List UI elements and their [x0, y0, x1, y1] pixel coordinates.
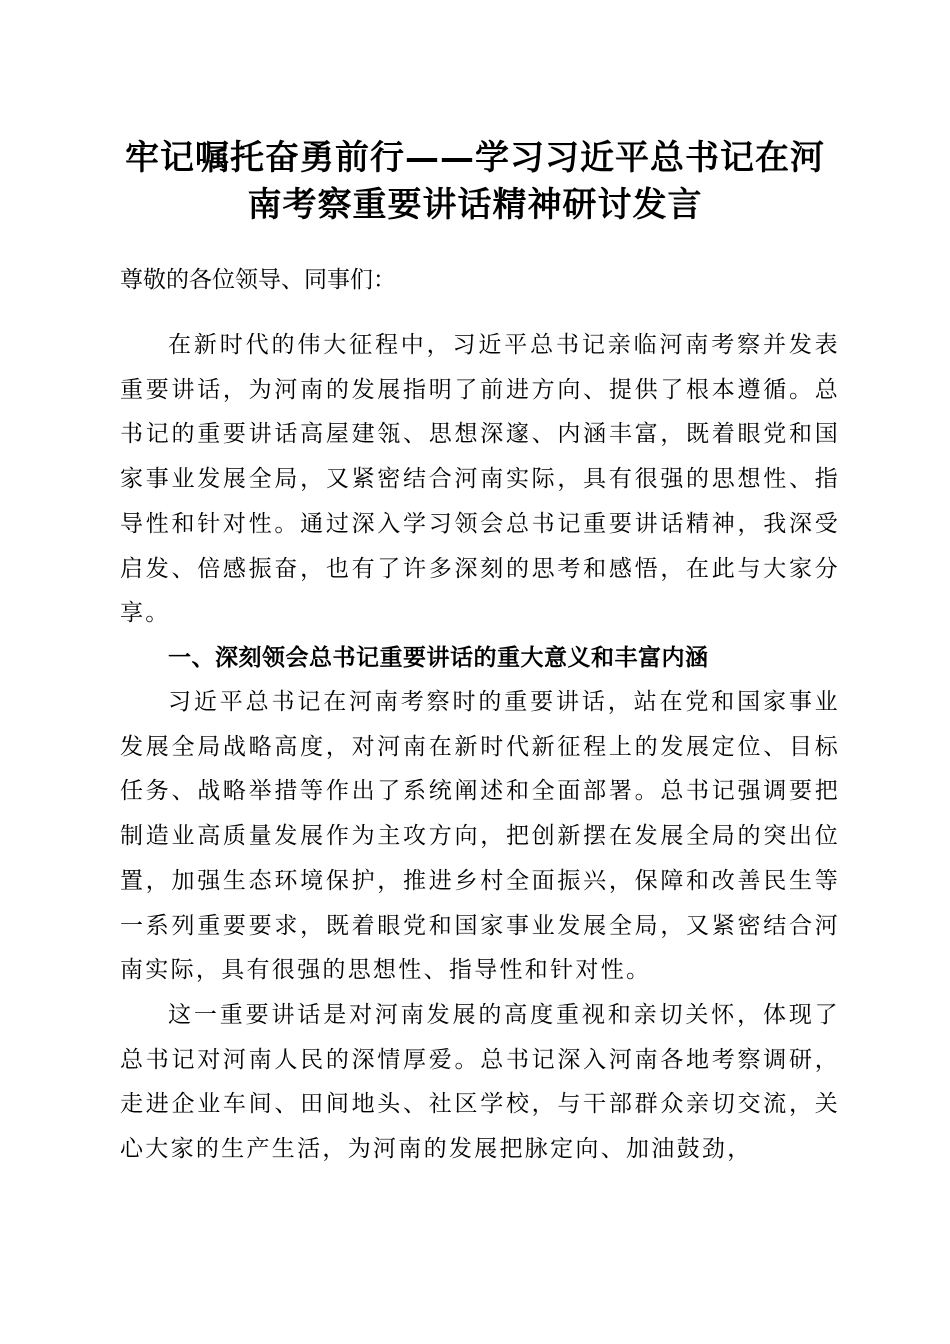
document-title-line-1: 牢记嘱托奋勇前行——学习习近平总书记在河 — [125, 138, 825, 178]
paragraph-section-1-a: 习近平总书记在河南考察时的重要讲话，站在党和国家事业发展全局战略高度，对河南在新时代新征程上的发展定位、目标任务、战略举措等作出了系统阐述和全面部署。总书记强调要把制造业高质量发展作为主攻方向，把创新摆在发展全局的突出位置，加强生态环境保护，推进乡村全面振兴，保障和改善民生等一系列重要要求，既着眼党和国家事业发展全局，又紧密结合河南实际，具有很强的思想性、指导性和针对性。 — [120, 689, 840, 984]
paragraph-section-1-b: 这一重要讲话是对河南发展的高度重视和亲切关怀，体现了总书记对河南人民的深情厚爱。总书记深入河南各地考察调研，走进企业车间、田间地头、社区学校，与干部群众亲切交流，关心大家的生产生活，为河南的发展把脉定向、加油鼓劲， — [120, 1002, 840, 1163]
paragraph-intro: 在新时代的伟大征程中，习近平总书记亲临河南考察并发表重要讲话，为河南的发展指明了前进方向、提供了根本遵循。总书记的重要讲话高屋建瓴、思想深邃、内涵丰富，既着眼党和国家事业发展全局，又紧密结合河南实际，具有很强的思想性、指导性和针对性。通过深入学习领会总书记重要讲话精神，我深受启发、倍感振奋，也有了许多深刻的思考和感悟，在此与大家分享。 — [120, 332, 840, 627]
section-heading-1: 一、深刻领会总书记重要讲话的重大意义和丰富内涵 — [168, 645, 709, 671]
document-title-line-2: 南考察重要讲话精神研讨发言 — [247, 185, 703, 225]
greeting: 尊敬的各位领导、同事们： — [120, 267, 396, 293]
